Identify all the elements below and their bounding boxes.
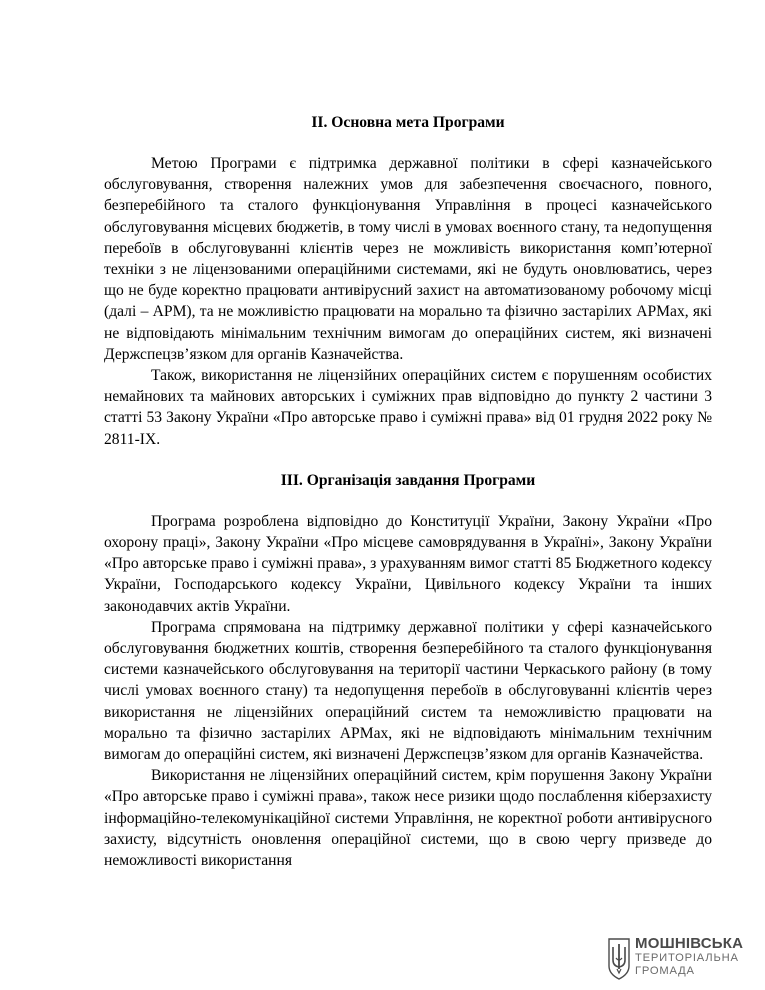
section-3-paragraph-1: Програма розроблена відповідно до Конституції України, Закону України «Про охорону праці», Закону України «Про місцеве самоврядування в Україні», Закону України «Про авторське право і суміжні права», з урахуванням вимог статті 85 Бюджетного кодексу України, Господарського кодексу України, Цивільного кодексу України та інших законодавчих актів України.: [104, 512, 712, 615]
section-3-paragraph-2: Програма спрямована на підтримку державної політики у сфері казначейського обслуговування бюджетних коштів, створення безперебійного та сталого функціонування системи казначейського обслуговування на території частини Черкаського району (в тому числі умовах воєнного стану) та недопущення перебоїв в обслуговуванні клієнтів через використання не ліцензійних операційний систем та неможливістю працювати на морально та фізично застарілих АРМах, які не відповідають мінімальним технічним вимогам до операційні систем, які визначені Держспецзв’язком для органів Казначейства.: [104, 618, 712, 764]
section-3-title: ІІІ. Організація завдання Програми: [280, 471, 536, 489]
logo-line-1: МОШНІВСЬКА: [635, 935, 744, 952]
logo-line-3: ГРОМАДА: [635, 965, 695, 977]
logo-text: [635, 936, 743, 978]
section-3-paragraph-3: Використання не ліцензійних операційний систем, крім порушення Закону України «Про авторське право і суміжні права», також несе ризики щодо послаблення кіберзахисту інформаційно-телекомунікаційної системи Управління, не коректної роботи антивірусного захисту, відсутність оновлення операційної системи, що в свою чергу призведе до неможливості використання: [104, 767, 712, 870]
section-2-title: II. Основна мета Програми: [311, 114, 505, 131]
logo-line-2: ТЕРИТОРІАЛЬНА: [635, 952, 739, 964]
trident-icon: [608, 938, 630, 980]
document-page: [104, 112, 712, 871]
section-2-paragraph-1: Метою Програми є підтримка державної політики в сфері казначейського обслуговування, створення належних умов для забезпечення своєчасного, повного, безперебійного та сталого функціонування Управління в процесі казначейського обслуговування місцевих бюджетів, в тому числі в умовах воєнного стану, та недопущення перебоїв в обслуговуванні клієнтів через не можливість використання комп’ютерної техніки з не ліцензованими операційними системами, які не будуть оновлюватись, через що не буде коректно працювати антивірусний захист на автоматизованому робочому місці (далі – АРМ), та не можливістю працювати на морально та фізично застарілих АРМах, які не відповідають мінімальним технічним вимогам до операційних систем, які визначені Держспецзв’язком для органів Казначейства.: [104, 155, 712, 363]
community-logo: [608, 936, 748, 982]
section-2-paragraph-2: Також, використання не ліцензійних операційних систем є порушенням особистих немайнових та майнових авторських і суміжних прав відповідно до пункту 2 частини 3 статті 53 Закону України «Про авторське право і суміжні права» від 01 грудня 2022 року № 2811-IX.: [104, 367, 712, 448]
